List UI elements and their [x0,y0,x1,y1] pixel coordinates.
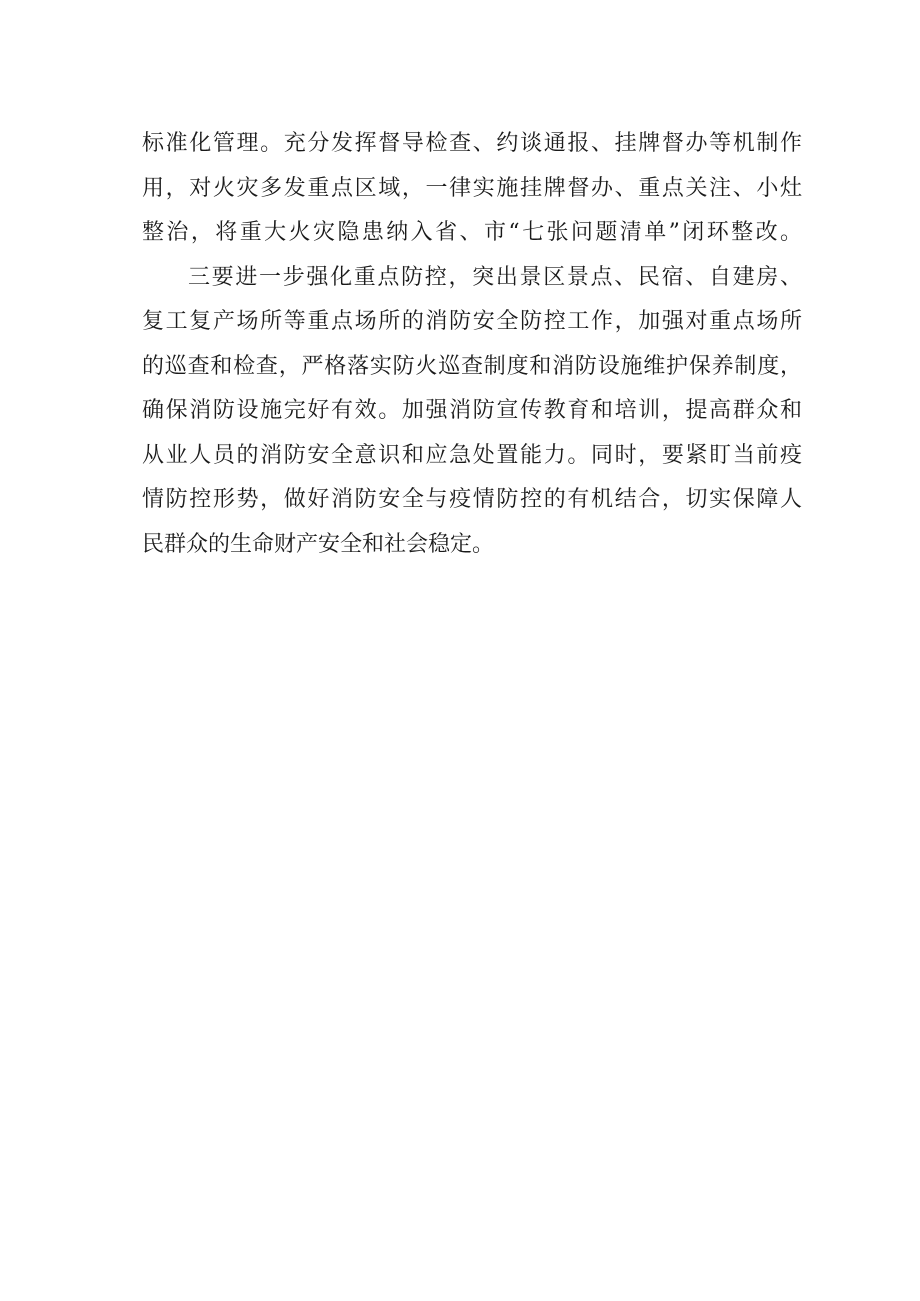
text-line: 从业人员的消防安全意识和应急处置能力。同时，要紧盯当前疫 [142,442,802,468]
text-line: 的巡查和检查，严格落实防火巡查制度和消防设施维护保养制度， [142,353,802,379]
paragraph-start-line: 三要进一步强化重点防控，突出景区景点、民宿、自建房、 [188,264,802,290]
text-line: 标准化管理。充分发挥督导检查、约谈通报、挂牌督办等机制作 [142,131,802,156]
text-line: 确保消防设施完好有效。加强消防宣传教育和培训，提高群众和 [142,398,802,423]
text-line: 复工复产场所等重点场所的消防安全防控工作，加强对重点场所 [142,309,802,334]
paragraph-end-line: 民群众的生命财产安全和社会稳定。 [142,531,495,557]
text-line: 情防控形势，做好消防安全与疫情防控的有机结合，切实保障人 [142,487,802,512]
body-text [142,122,802,567]
text-line: 整治，将重大火灾隐患纳入省、市“七张问题清单”闭环整改。 [142,220,802,245]
text-line: 用，对火灾多发重点区域，一律实施挂牌督办、重点关注、小灶 [142,175,802,201]
